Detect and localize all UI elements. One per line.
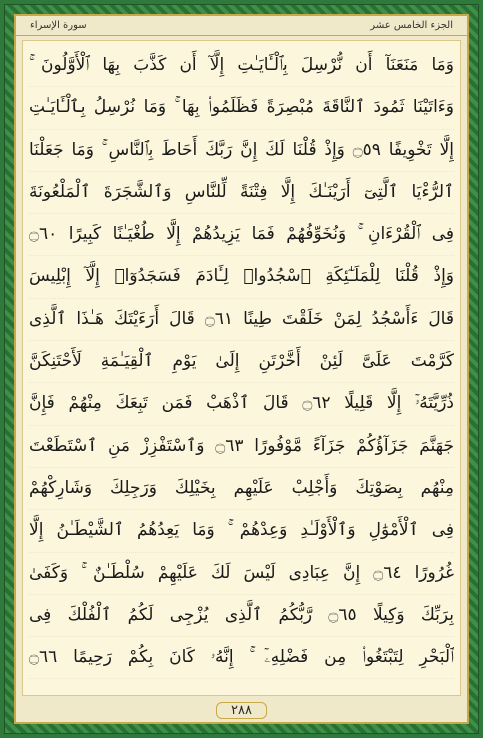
text-line-8: كَرَّمْتَ عَلَىَّ لَئِنْ أَخَّرْتَنِ إِلَىٰ يَوْمِ ٱلْقِيَـٰمَةِ لَأَحْتَنِكَنَّ	[29, 341, 454, 383]
text-line-7: قَالَ ءَأَسْجُدُ لِمَنْ خَلَقْتَ طِينًا ۝٦١ قَالَ أَرَءَيْتَكَ هَـٰذَا ٱلَّذِى	[29, 299, 454, 341]
text-line-9: ذُرِّيَّتَهُۥٓ إِلَّا قَلِيلًا ۝٦٢ قَالَ ٱذْهَبْ فَمَن تَبِعَكَ مِنْهُمْ فَإِنَّ	[29, 383, 454, 425]
page-header	[16, 16, 467, 36]
page-frame	[14, 14, 469, 724]
text-line-13: غُرُورًا ۝٦٤ إِنَّ عِبَادِى لَيْسَ لَكَ عَلَيْهِمْ سُلْطَـٰنٌ ۚ وَكَفَىٰ	[29, 553, 454, 595]
text-line-6: وَإِذْ قُلْنَا لِلْمَلَـٰٓئِكَةِ ٱسْجُدُوا۟ لِـَٔادَمَ فَسَجَدُوٓا۟ إِلَّآ إِبْلِيسَ	[29, 256, 454, 298]
quran-text-area	[22, 40, 461, 696]
text-line-10: جَهَنَّمَ جَزَآؤُكُمْ جَزَآءً مَّوْفُورًا ۝٦٣ وَٱسْتَفْزِزْ مَنِ ٱسْتَطَعْتَ	[29, 426, 454, 468]
text-line-2: وَءَاتَيْنَا ثَمُودَ ٱلنَّاقَةَ مُبْصِرَةً فَظَلَمُوا۟ بِهَا ۚ وَمَا نُرْسِلُ بِٱلْـَٔايَـٰتِ	[29, 87, 454, 129]
text-line-15: ٱلْبَحْرِ لِتَبْتَغُوا۟ مِن فَضْلِهِۦٓ ۚ إِنَّهُۥ كَانَ بِكُمْ رَحِيمًا ۝٦٦	[29, 637, 454, 679]
text-line-5: فِى ٱلْقُرْءَانِ ۚ وَنُخَوِّفُهُمْ فَمَا يَزِيدُهُمْ إِلَّا طُغْيَـٰنًا كَبِيرًا ۝٦٠	[29, 214, 454, 256]
page-number: ٢٨٨	[216, 702, 267, 719]
surah-name: سورة الإسراء	[30, 20, 87, 31]
page-footer	[16, 698, 467, 722]
text-line-1: وَمَا مَنَعَنَآ أَن نُّرْسِلَ بِٱلْـَٔايَـٰتِ إِلَّآ أَن كَذَّبَ بِهَا ٱلْأَوَّلُونَ ۚ	[29, 45, 454, 87]
text-line-4: ٱلرُّءْيَا ٱلَّتِىٓ أَرَيْنَـٰكَ إِلَّا فِتْنَةً لِّلنَّاسِ وَٱلشَّجَرَةَ ٱلْمَلْعُونَةَ	[29, 172, 454, 214]
text-line-12: فِى ٱلْأَمْوَٰلِ وَٱلْأَوْلَـٰدِ وَعِدْهُمْ ۚ وَمَا يَعِدُهُمُ ٱلشَّيْطَـٰنُ إِلَّا	[29, 510, 454, 552]
juz-name: الجزء الخامس عشر	[370, 20, 453, 31]
text-line-11: مِنْهُم بِصَوْتِكَ وَأَجْلِبْ عَلَيْهِم بِخَيْلِكَ وَرَجِلِكَ وَشَارِكْهُمْ	[29, 468, 454, 510]
text-line-3: إِلَّا تَخْوِيفًا ۝٥٩ وَإِذْ قُلْنَا لَكَ إِنَّ رَبَّكَ أَحَاطَ بِٱلنَّاسِ ۚ وَمَا جَعَلْنَا	[29, 130, 454, 172]
text-line-14: بِرَبِّكَ وَكِيلًا ۝٦٥ رَّبُّكُمُ ٱلَّذِى يُزْجِى لَكُمُ ٱلْفُلْكَ فِى	[29, 595, 454, 637]
